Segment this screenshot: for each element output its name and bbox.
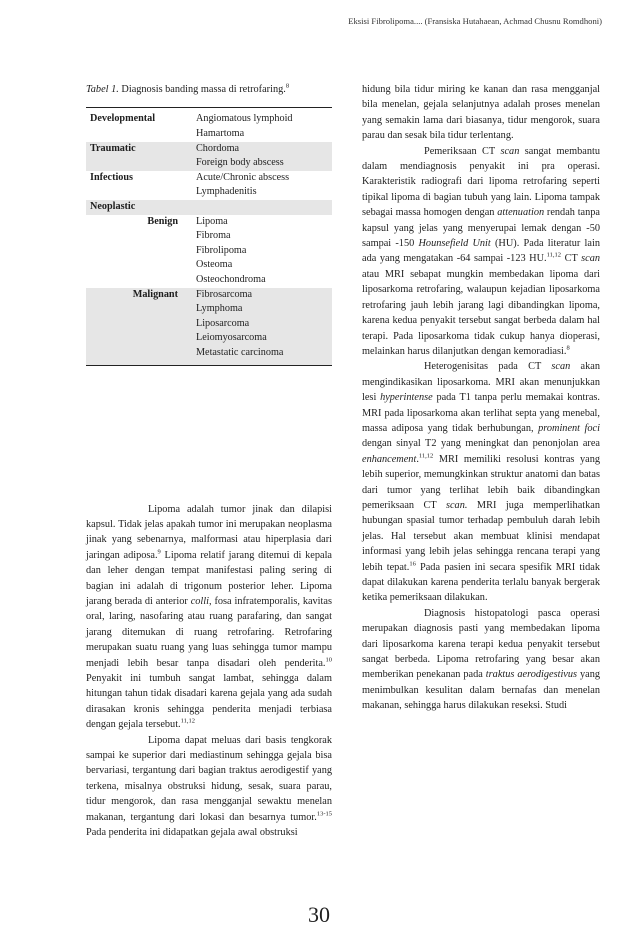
paragraph-lipoma-intro: Lipoma adalah tumor jinak dan dilapisi kapsul. Tidak jelas apakah tumor ini merupakan neoplasma jinak yang sebenarnya, malformasi atau hiperplasia dari jaringan adiposa.$^9$ Lipoma relatif jarang ditemui di kepala dan leher dengan tempat manifestasi paling sering di bagian ini adalah di trigonum posterior leher. Lipoma jarang berada di anterior colli, fosa infratemporalis, kavitas oral, laring, nasofaring atau ruang parafaring, dan sangat jarang ditemukan di ruang retrofaring. Retrofaring merupakan suatu ruang yang luas sehingga tumor mampu menjadi lebih besar tanpa disadari oleh penderita.$^{10}$ Penyakit ini tumbuh sangat lambat, sehingga dalam hitungan tahun tidak disadari karena gejala yang ada sudah dirasakan kronis sehingga penderita menjadi terbiasa dengan gejala tersebut.$^{11,12}$ [86,503,332,731]
table-category-cell [86,331,192,346]
citation: 10 [325,656,332,664]
table-category-cell [86,302,192,317]
table-row [86,108,332,127]
table-category-cell: Traumatic [86,142,192,157]
table-item-cell: Acute/Chronic abscess [196,171,290,183]
table-row [86,156,332,171]
left-column [86,82,332,840]
table-item-cell [192,200,332,215]
table-row [86,127,332,142]
table-category-cell [86,185,192,200]
table-category-cell: Developmental [90,113,156,125]
table-row [86,244,332,259]
citation: 9 [157,548,161,556]
table-row [86,229,332,244]
table-item-cell: Metastatic carcinoma [192,346,332,365]
table-category-cell [86,156,192,171]
table-category-cell: Malignant [86,288,192,303]
table-row [86,273,332,288]
table-row [86,346,332,365]
table-category-cell [86,346,192,365]
table-caption [86,82,332,97]
table-category-cell [86,229,192,244]
table-item-cell: Angiomatous lymphoid [196,113,293,125]
table-row [86,288,332,303]
table-item-cell: Liposarcoma [192,317,332,332]
running-head: Eksisi Fibrolipoma.... (Fransiska Hutahaean, Achmad Chusnu Romdhoni) [348,16,602,26]
citation: 11,12 [418,452,434,460]
citation: 8 [566,344,570,352]
table-label: Tabel 1. [86,84,119,95]
table-caption-text: Diagnosis banding massa di retrofaring. [121,84,286,95]
page-number: 30 [308,902,330,927]
differential-diagnosis-table [86,107,332,365]
table-category-cell: Infectious [90,171,134,183]
table-category-cell: Benign [147,215,178,227]
table-row [86,258,332,273]
table-item-cell: Foreign body abscess [192,156,332,171]
table-category-cell [86,244,192,259]
citation: 11,12 [180,717,196,725]
paragraph-symptoms-continued: hidung bila tidur miring ke kanan dan rasa mengganjal bila menelan, gejala selanjutnya adalah proses menelan yang semakin lama dari biasanya, tidur mengorok, suara parau dan sesak bila tidur terlentang. [362,84,600,142]
table-category-cell [86,273,192,288]
table-item-cell: Lymphadenitis [196,186,257,198]
citation: 11,12 [546,252,562,260]
paragraph-histopathology: Diagnosis histopatologi pasca operasi merupakan diagnosis pasti yang membedakan lipoma dari liposarkoma karena terapi kedua penyakit tersebut sangat berbeda. Lipoma retrofaring yang besar akan memberikan penekanan pada traktus aerodigestivus yang menimbulkan kesulitan dalam bernafas dan menelan makanan, sehingga harus dilakukan reseksi. Studi [362,607,600,712]
table-row [86,215,332,230]
table-row [86,317,332,332]
citation: 16 [409,560,416,568]
table-row [86,171,332,186]
paragraph-ct-scan: Pemeriksaan CT scan sangat membantu dalam mendiagnosis penyakit ini pra operasi. Karakteristik radiografi dari lipoma retrofaring seperti tipikal lipoma di bagian tubuh yang lain. Lipoma tampak sebagai massa homogen dengan attenuation rendah tanpa kapsul yang jelas yang menyerupai lemak dengan -50 sampai -150 Hounsefield Unit (HU). Pada literatur lain ada yang mengatakan -64 sampai -123 HU.$^{11,12}$ CT scan atau MRI sebapat mungkin membedakan lipoma dari liposarkoma retrofaring, walaupun kejadian liposarkoma retrofaring jauh lebih jarang lagi dibandingkan lipoma, karena kedua penyakit tersebut sangat berbeda dalam hal terapi. Pada liposarkoma tidak cukup hanya dioperasi, melainkan harus dilanjutkan dengan kemoradiasi.$^8$ [362,145,600,357]
citation: 13-15 [316,810,332,818]
table-item-cell: Chordoma [192,142,332,157]
right-column [362,82,600,714]
table-item-cell: Lymphoma [192,302,332,317]
table-item-cell: Fibrolipoma [196,244,247,256]
table-row [86,331,332,346]
table-category-cell: Neoplastic [86,200,192,215]
citation: 8 [285,82,290,90]
table-item-cell: Osteochondroma [196,273,266,285]
table-item-cell: Leiomyosarcoma [192,331,332,346]
table-item-cell: Fibroma [196,230,231,242]
table-row [86,185,332,200]
table-row [86,302,332,317]
table-item-cell: Osteoma [196,259,233,271]
table-category-cell [86,127,192,142]
paragraph-lipoma-extent: Lipoma dapat meluas dari basis tengkorak sampai ke superior dari mediastinum sehingga gejala bisa bervariasi, tergantung dari bagian traktus aerodigestif yang terkena, misalnya obstruksi hidung, sesak, suara parau, tidur mengorok, dan rasa mengganjal sewaktu menelan makanan, tergantung dari lokasi dan besarnya tumor.$^{13-15}$ Pada penderita ini didapatkan gejala awal obstruksi [86,734,332,839]
table-item-cell: Fibrosarcoma [192,288,332,303]
table-category-cell [86,317,192,332]
table-row [86,200,332,215]
table-category-cell [86,258,192,273]
table-row [86,142,332,157]
table-item-cell: Lipoma [196,215,228,227]
table-item-cell: Hamartoma [196,128,245,139]
paragraph-mri: Heterogenisitas pada CT scan akan mengindikasikan liposarkoma. MRI akan menunjukkan lesi hyperintense pada T1 tanpa perlu memakai kontras. MRI pada liposarkoma akan terlihat septa yang menebal, massa adiposa yang tidak berhubungan, prominent foci dengan sinyal T2 yang meningkat dan penonjolan area enhancement.$^{11,12}$ MRI memiliki resolusi kontras yang lebih superior, memungkinkan struktur anatomi dan batas dari tumor yang terlihat lebih baik dibandingkan pemeriksaan CT scan. MRI juga memperlihatkan hubungan spasial tumor terhadap pembuluh darah lebih jelas. Hal tersebut akan membuat klinisi mendapat informasi yang lebih jelas sehingga rencana terapi yang lebih tepat.$^{16}$ Pada pasien ini secara spesifik MRI tidak dapat dilakukan karena penderita terlalu banyak bergerak ketika pemeriksaan dilakukan. [362,361,601,604]
